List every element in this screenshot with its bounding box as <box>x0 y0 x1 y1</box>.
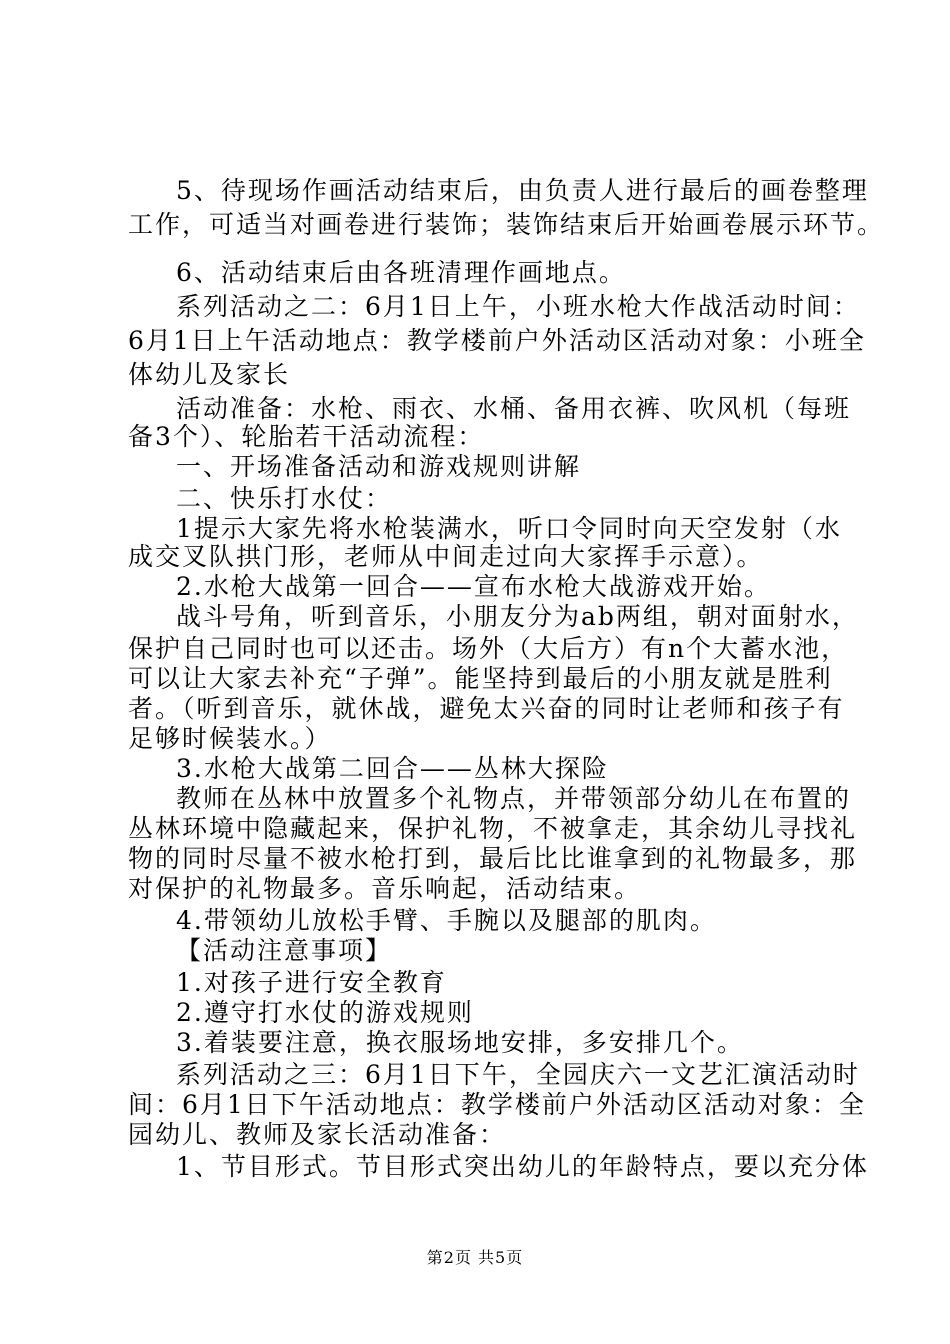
text-line: 保护自己同时也可以还击。场外（大后方）有n个大蓄水池， <box>128 634 849 663</box>
text-line: 对保护的礼物最多。音乐响起，活动结束。 <box>128 874 642 903</box>
text-line: 足够时候装水。） <box>128 724 332 753</box>
text-line: 活动准备：水枪、雨衣、水桶、备用衣裤、吹风机（每班 <box>176 394 852 423</box>
text-line: 战斗号角，听到音乐，小朋友分为ab两组，朝对面射水， <box>176 602 859 631</box>
text-line: 2.水枪大战第一回合——宣布水枪大战游戏开始。 <box>176 572 771 601</box>
text-line: 园幼儿、教师及家长活动准备： <box>128 1120 507 1149</box>
text-line: 二、快乐打水仗： <box>176 484 393 513</box>
text-line: 可以让大家去补充“子弹”。能坚持到最后的小朋友就是胜利 <box>128 664 833 693</box>
text-line: 1.对孩子进行安全教育 <box>176 968 447 997</box>
text-line: 【活动注意事项】 <box>176 936 393 965</box>
text-line: 教师在丛林中放置多个礼物点，并带领部分幼儿在布置的 <box>176 784 852 813</box>
text-line: 4.带领幼儿放松手臂、手腕以及腿部的肌肉。 <box>176 906 717 935</box>
text-line: 3.着装要注意，换衣服场地安排，多安排几个。 <box>176 1028 744 1057</box>
page-footer: 第2页 共5页 <box>426 1248 524 1267</box>
text-line: 成交叉队拱门形，老师从中间走过向大家挥手示意）。 <box>128 542 764 571</box>
text-line: 体幼儿及家长 <box>128 360 291 389</box>
text-line: 丛林环境中隐藏起来，保护礼物，不被拿走，其余幼儿寻找礼 <box>128 814 858 843</box>
text-line: 一、开场准备活动和游戏规则讲解 <box>176 452 582 481</box>
text-line: 者。（听到音乐，就休战，避免太兴奋的同时让老师和孩子有 <box>128 694 845 723</box>
text-line: 系列活动之二：6月1日上午，小班水枪大作战活动时间： <box>176 292 860 321</box>
text-line: 间：6月1日下午活动地点：教学楼前户外活动区活动对象：全 <box>128 1090 866 1119</box>
text-line: 6、活动结束后由各班清理作画地点。 <box>176 258 626 287</box>
text-line: 1、节目形式。节目形式突出幼儿的年龄特点，要以充分体 <box>176 1152 869 1181</box>
text-line: 5、待现场作画活动结束后，由负责人进行最后的画卷整理 <box>176 176 869 205</box>
text-line: 系列活动之三：6月1日下午，全园庆六一文艺汇演活动时 <box>176 1060 860 1089</box>
text-line: 2.遵守打水仗的游戏规则 <box>176 998 474 1027</box>
text-line: 1提示大家先将水枪装满水，听口令同时向天空发射（水 <box>176 514 842 543</box>
text-line: 备3个）、轮胎若干活动流程： <box>128 422 485 451</box>
text-line: 工作，可适当对画卷进行装饰；装饰结束后开始画卷展示环节。 <box>128 210 885 239</box>
text-line: 3.水枪大战第二回合——丛林大探险 <box>176 754 609 783</box>
text-line: 6月1日上午活动地点：教学楼前户外活动区活动对象：小班全 <box>128 326 866 355</box>
text-line: 物的同时尽量不被水枪打到，最后比比谁拿到的礼物最多，那 <box>128 844 858 873</box>
